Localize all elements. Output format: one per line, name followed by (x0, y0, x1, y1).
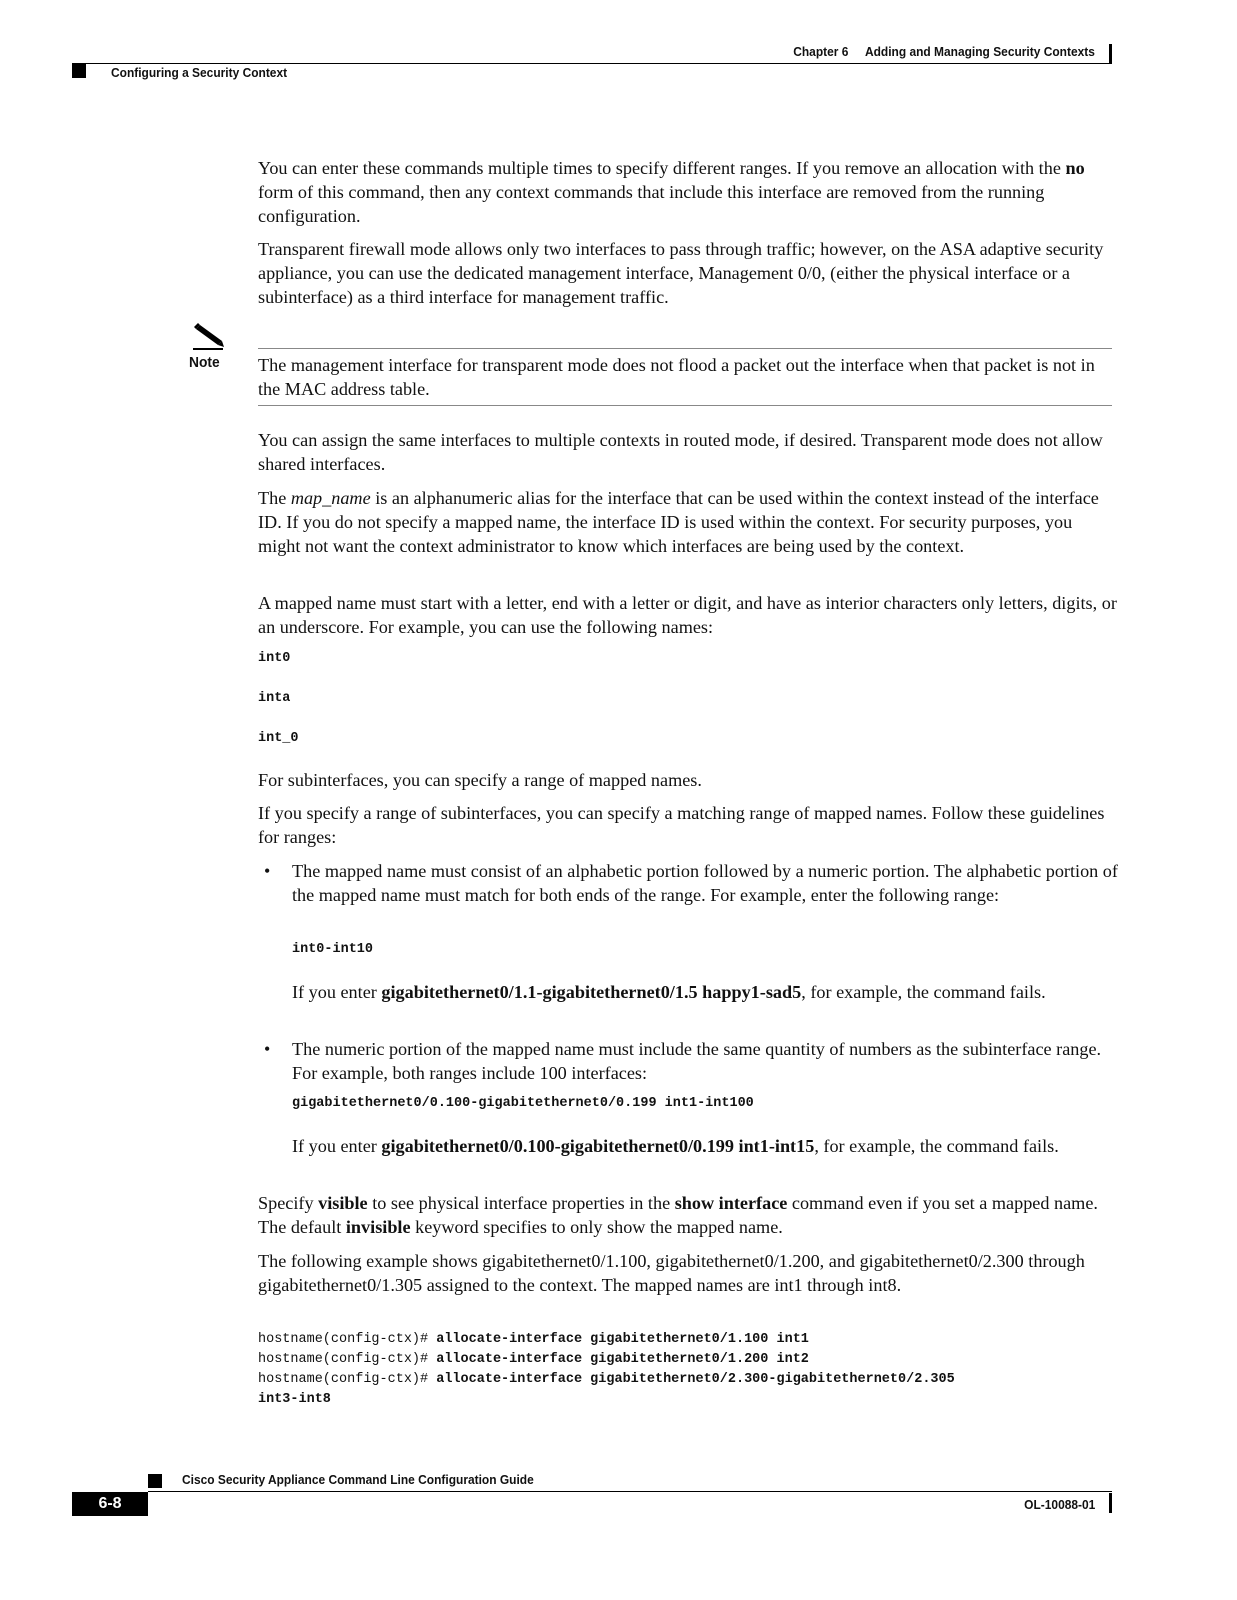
keyword-no: no (1065, 158, 1085, 178)
argument-map-name: map_name (290, 488, 371, 508)
bullet-marker: • (264, 861, 271, 881)
example-name: int0 (258, 651, 291, 666)
paragraph-shared-interfaces: You can assign the same interfaces to multiple contexts in routed mode, if desired. Transparent mode does not allow shared interfaces. (258, 430, 1103, 474)
cli-command: allocate-interface gigabitethernet0/2.300-gigabitethernet0/2.305 (436, 1372, 955, 1387)
cli-line (258, 1390, 331, 1410)
keyword-visible: visible (318, 1193, 368, 1213)
cli-line (258, 1350, 809, 1370)
note-label: Note (189, 354, 220, 371)
chapter-title: Adding and Managing Security Contexts (865, 44, 1095, 59)
cli-prompt: hostname(config-ctx)# (258, 1332, 437, 1347)
document-number: OL-10088-01 (1023, 1497, 1095, 1512)
cli-prompt: hostname(config-ctx)# (258, 1372, 437, 1387)
bullet-text: The numeric portion of the mapped name must include the same quantity of numbers as the subinterface range. For example, both ranges include 100 interfaces: (292, 1039, 1102, 1083)
paragraph-allocation-ranges (258, 156, 1118, 228)
cli-line (258, 1370, 955, 1390)
paragraph-text: keyword specifies to only show the mapped name. (410, 1217, 783, 1237)
paragraph-transparent-mode: Transparent firewall mode allows only two interfaces to pass through traffic; however, on the ASA adaptive security appliance, you can use the dedicated management interface, Management 0/0, (either the physical interface or a subinterface) as a third interface for management traffic. (258, 239, 1104, 307)
paragraph-map-name (258, 486, 1118, 558)
header-edge-bar (1109, 44, 1112, 64)
header-rule (72, 63, 1112, 64)
bullet-code-example: gigabitethernet0/0.100-gigabitethernet0/0.199 int1-int100 (292, 1096, 754, 1111)
header-marker-square (72, 64, 86, 78)
cli-command: allocate-interface gigabitethernet0/1.100 int1 (436, 1332, 809, 1347)
paragraph-text: to see physical interface properties in the (367, 1193, 675, 1213)
paragraph-text: , for example, the command fails. (801, 982, 1046, 1002)
bullet-marker: • (264, 1039, 271, 1059)
paragraph-visible-keyword (258, 1191, 1118, 1239)
example-name: int_0 (258, 731, 299, 746)
paragraph-text: The (258, 488, 291, 508)
cli-prompt: hostname(config-ctx)# (258, 1352, 437, 1367)
pencil-note-icon (192, 323, 226, 351)
page-number: 6-8 (72, 1492, 148, 1516)
paragraph-text: command even if you set a mapped name. The default (258, 1193, 1098, 1237)
note-text: The management interface for transparent mode does not flood a packet out the interface when that packet is not in the MAC address table. (258, 355, 1095, 399)
paragraph-subinterface-ranges: For subinterfaces, you can specify a range of mapped names. (258, 770, 702, 790)
keyword-invisible: invisible (345, 1217, 411, 1237)
cli-command: allocate-interface gigabitethernet0/1.200 int2 (436, 1352, 809, 1367)
paragraph-text: Specify (258, 1193, 319, 1213)
footer-rule (148, 1491, 1112, 1492)
paragraph-example-intro: The following example shows gigabitethernet0/1.100, gigabitethernet0/1.200, and gigabitethernet0/2.300 through gigabitethernet0/1.305 assigned to the context. The mapped names are int1 through int8. (258, 1251, 1085, 1295)
footer-marker-square (148, 1474, 162, 1488)
command-text: gigabitethernet0/0.100-gigabitethernet0/0.199 int1-int15 (381, 1136, 815, 1156)
footer-edge-bar (1109, 1493, 1112, 1513)
command-text: gigabitethernet0/1.1-gigabitethernet0/1.5 happy1-sad5 (381, 982, 802, 1002)
note-rule-bottom (258, 405, 1112, 406)
paragraph-range-guidelines: If you specify a range of subinterfaces, you can specify a matching range of mapped names. Follow these guidelines for ranges: (258, 803, 1105, 847)
running-header-section: Configuring a Security Context (111, 65, 288, 80)
bullet-text: The mapped name must consist of an alphabetic portion followed by a numeric portion. The alphabetic portion of the mapped name must match for both ends of the range. For example, enter the following range: (292, 861, 1118, 905)
chapter-number: Chapter 6 (793, 44, 849, 59)
paragraph-text: You can enter these commands multiple times to specify different ranges. If you remove an allocation with the (258, 158, 1066, 178)
paragraph-name-rules: A mapped name must start with a letter, end with a letter or digit, and have as interior characters only letters, digits, or an underscore. For example, you can use the following names: (258, 593, 1117, 637)
bullet-failure-example (292, 1134, 1118, 1158)
cli-command: int3-int8 (258, 1392, 331, 1407)
paragraph-text: If you enter (292, 982, 382, 1002)
example-name: inta (258, 691, 291, 706)
bullet-failure-example (292, 980, 1118, 1004)
bullet-code-example: int0-int10 (292, 942, 374, 957)
footer-book-title: Cisco Security Appliance Command Line Configuration Guide (182, 1472, 534, 1487)
paragraph-text: is an alphanumeric alias for the interface that can be used within the context instead of the interface ID. If you do not specify a mapped name, the interface ID is used within the context. For security purposes, you might not want the context administrator to know which interfaces are being used by the context. (258, 488, 1099, 556)
note-rule-top (258, 348, 1112, 349)
paragraph-text: form of this command, then any context commands that include this interface are removed from the running configuration. (258, 182, 1045, 226)
command-show-interface: show interface (674, 1193, 788, 1213)
running-header-chapter (793, 44, 1095, 59)
cli-line (258, 1330, 809, 1350)
paragraph-text: , for example, the command fails. (814, 1136, 1059, 1156)
paragraph-text: If you enter (292, 1136, 382, 1156)
